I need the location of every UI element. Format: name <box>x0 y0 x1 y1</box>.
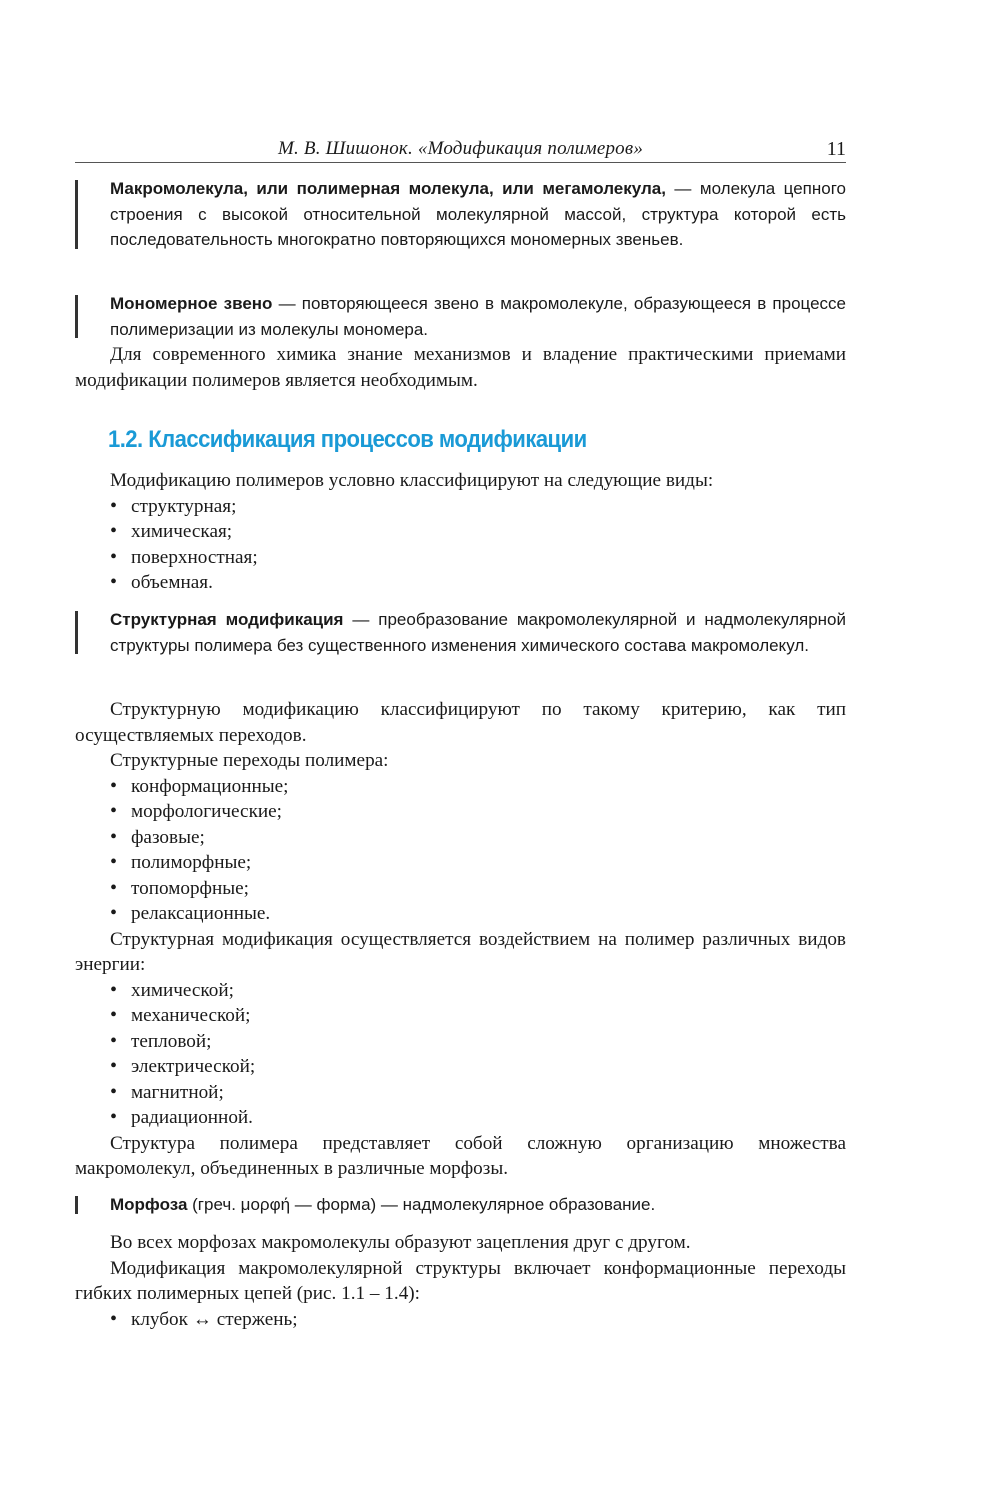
types-list <box>75 494 846 596</box>
definition-term: Мономерное звено <box>110 294 273 313</box>
paragraph-types: Модификацию полимеров условно классифицируют на следующие виды: <box>110 470 714 491</box>
transitions-block <box>75 697 846 1182</box>
energy-list <box>75 978 846 1131</box>
list-item: • механической; <box>75 1003 846 1029</box>
types-block <box>75 468 846 596</box>
list-item: • фазовые; <box>75 825 846 851</box>
definition-bar <box>75 1196 78 1214</box>
list-item: • радиационной. <box>75 1105 846 1131</box>
list-item: • релаксационные. <box>75 901 846 927</box>
paragraph-transitions: Структурные переходы полимера: <box>110 750 389 771</box>
definition-bar <box>75 611 78 654</box>
definition-morphosis <box>75 1192 846 1218</box>
definition-text: (греч. μορφή — форма) — надмолекулярное образование. <box>187 1195 656 1214</box>
section-number: 1.2. <box>108 426 143 453</box>
paragraph-criterion: Структурную модификацию классифицируют по такому критерию, как тип осуществляемых переходов. <box>75 699 846 746</box>
list-item: • химической; <box>75 978 846 1004</box>
definition-term: Макромолекула, или полимерная молекула, или мегамолекула, <box>110 179 666 198</box>
paragraph-structure: Структура полимера представляет собой сложную организацию множества макромолекул, объединенных в различные морфозы. <box>75 1132 846 1179</box>
conform-block <box>75 1230 846 1332</box>
paragraph-entangle: Во всех морфозах макромолекулы образуют зацепления друг с другом. <box>110 1232 691 1253</box>
list-item: • клубок ↔ стержень; <box>75 1307 846 1333</box>
list-item: • тепловой; <box>75 1029 846 1055</box>
paragraph-intro: Для современного химика знание механизмов и владение практическими приемами модификации полимеров является необходимым. <box>75 344 846 391</box>
section-title: Классификация процессов модификации <box>148 426 587 453</box>
definition-structural <box>75 607 846 658</box>
definition-bar <box>75 295 78 338</box>
conform-list <box>75 1307 846 1333</box>
list-item: • объемная. <box>75 570 846 596</box>
running-title: М. В. Шишонок. «Модификация полимеров» <box>277 138 644 159</box>
list-item: • топоморфные; <box>75 876 846 902</box>
list-item: • структурная; <box>75 494 846 520</box>
paragraph-energy: Структурная модификация осуществляется воздействием на полимер различных видов энергии: <box>75 928 846 975</box>
list-item: • конформационные; <box>75 774 846 800</box>
list-item: • поверхностная; <box>75 545 846 571</box>
page-number: 11 <box>826 138 846 160</box>
list-item: • полиморфные; <box>75 850 846 876</box>
paragraph-conform: Модификация макромолекулярной структуры включает конформационные переходы гибких полимерных цепей (рис. 1.1 – 1.4): <box>75 1257 846 1304</box>
list-item: • магнитной; <box>75 1080 846 1106</box>
definition-text: — преобразование макромолекулярной и надмолекулярной структуры полимера без существенного изменения химического состава макромолекул. <box>110 610 846 655</box>
section-heading <box>108 426 587 454</box>
definition-text: — молекула цепного строения с высокой относительной молекулярной массой, структура которой есть последовательность многократно повторяющихся мономерных звеньев. <box>110 179 846 249</box>
definition-monomer-unit <box>75 291 846 342</box>
running-header <box>75 138 846 163</box>
definition-text: — повторяющееся звено в макромолекуле, образующееся в процессе полимеризации из молекулы мономера. <box>110 294 846 339</box>
transitions-list <box>75 774 846 927</box>
definition-macromolecule <box>75 176 846 253</box>
definition-bar <box>75 180 78 249</box>
definition-term: Структурная модификация <box>110 610 344 629</box>
definition-term: Морфоза <box>110 1195 188 1214</box>
list-item: • электрической; <box>75 1054 846 1080</box>
list-item: • морфологические; <box>75 799 846 825</box>
list-item: • химическая; <box>75 519 846 545</box>
